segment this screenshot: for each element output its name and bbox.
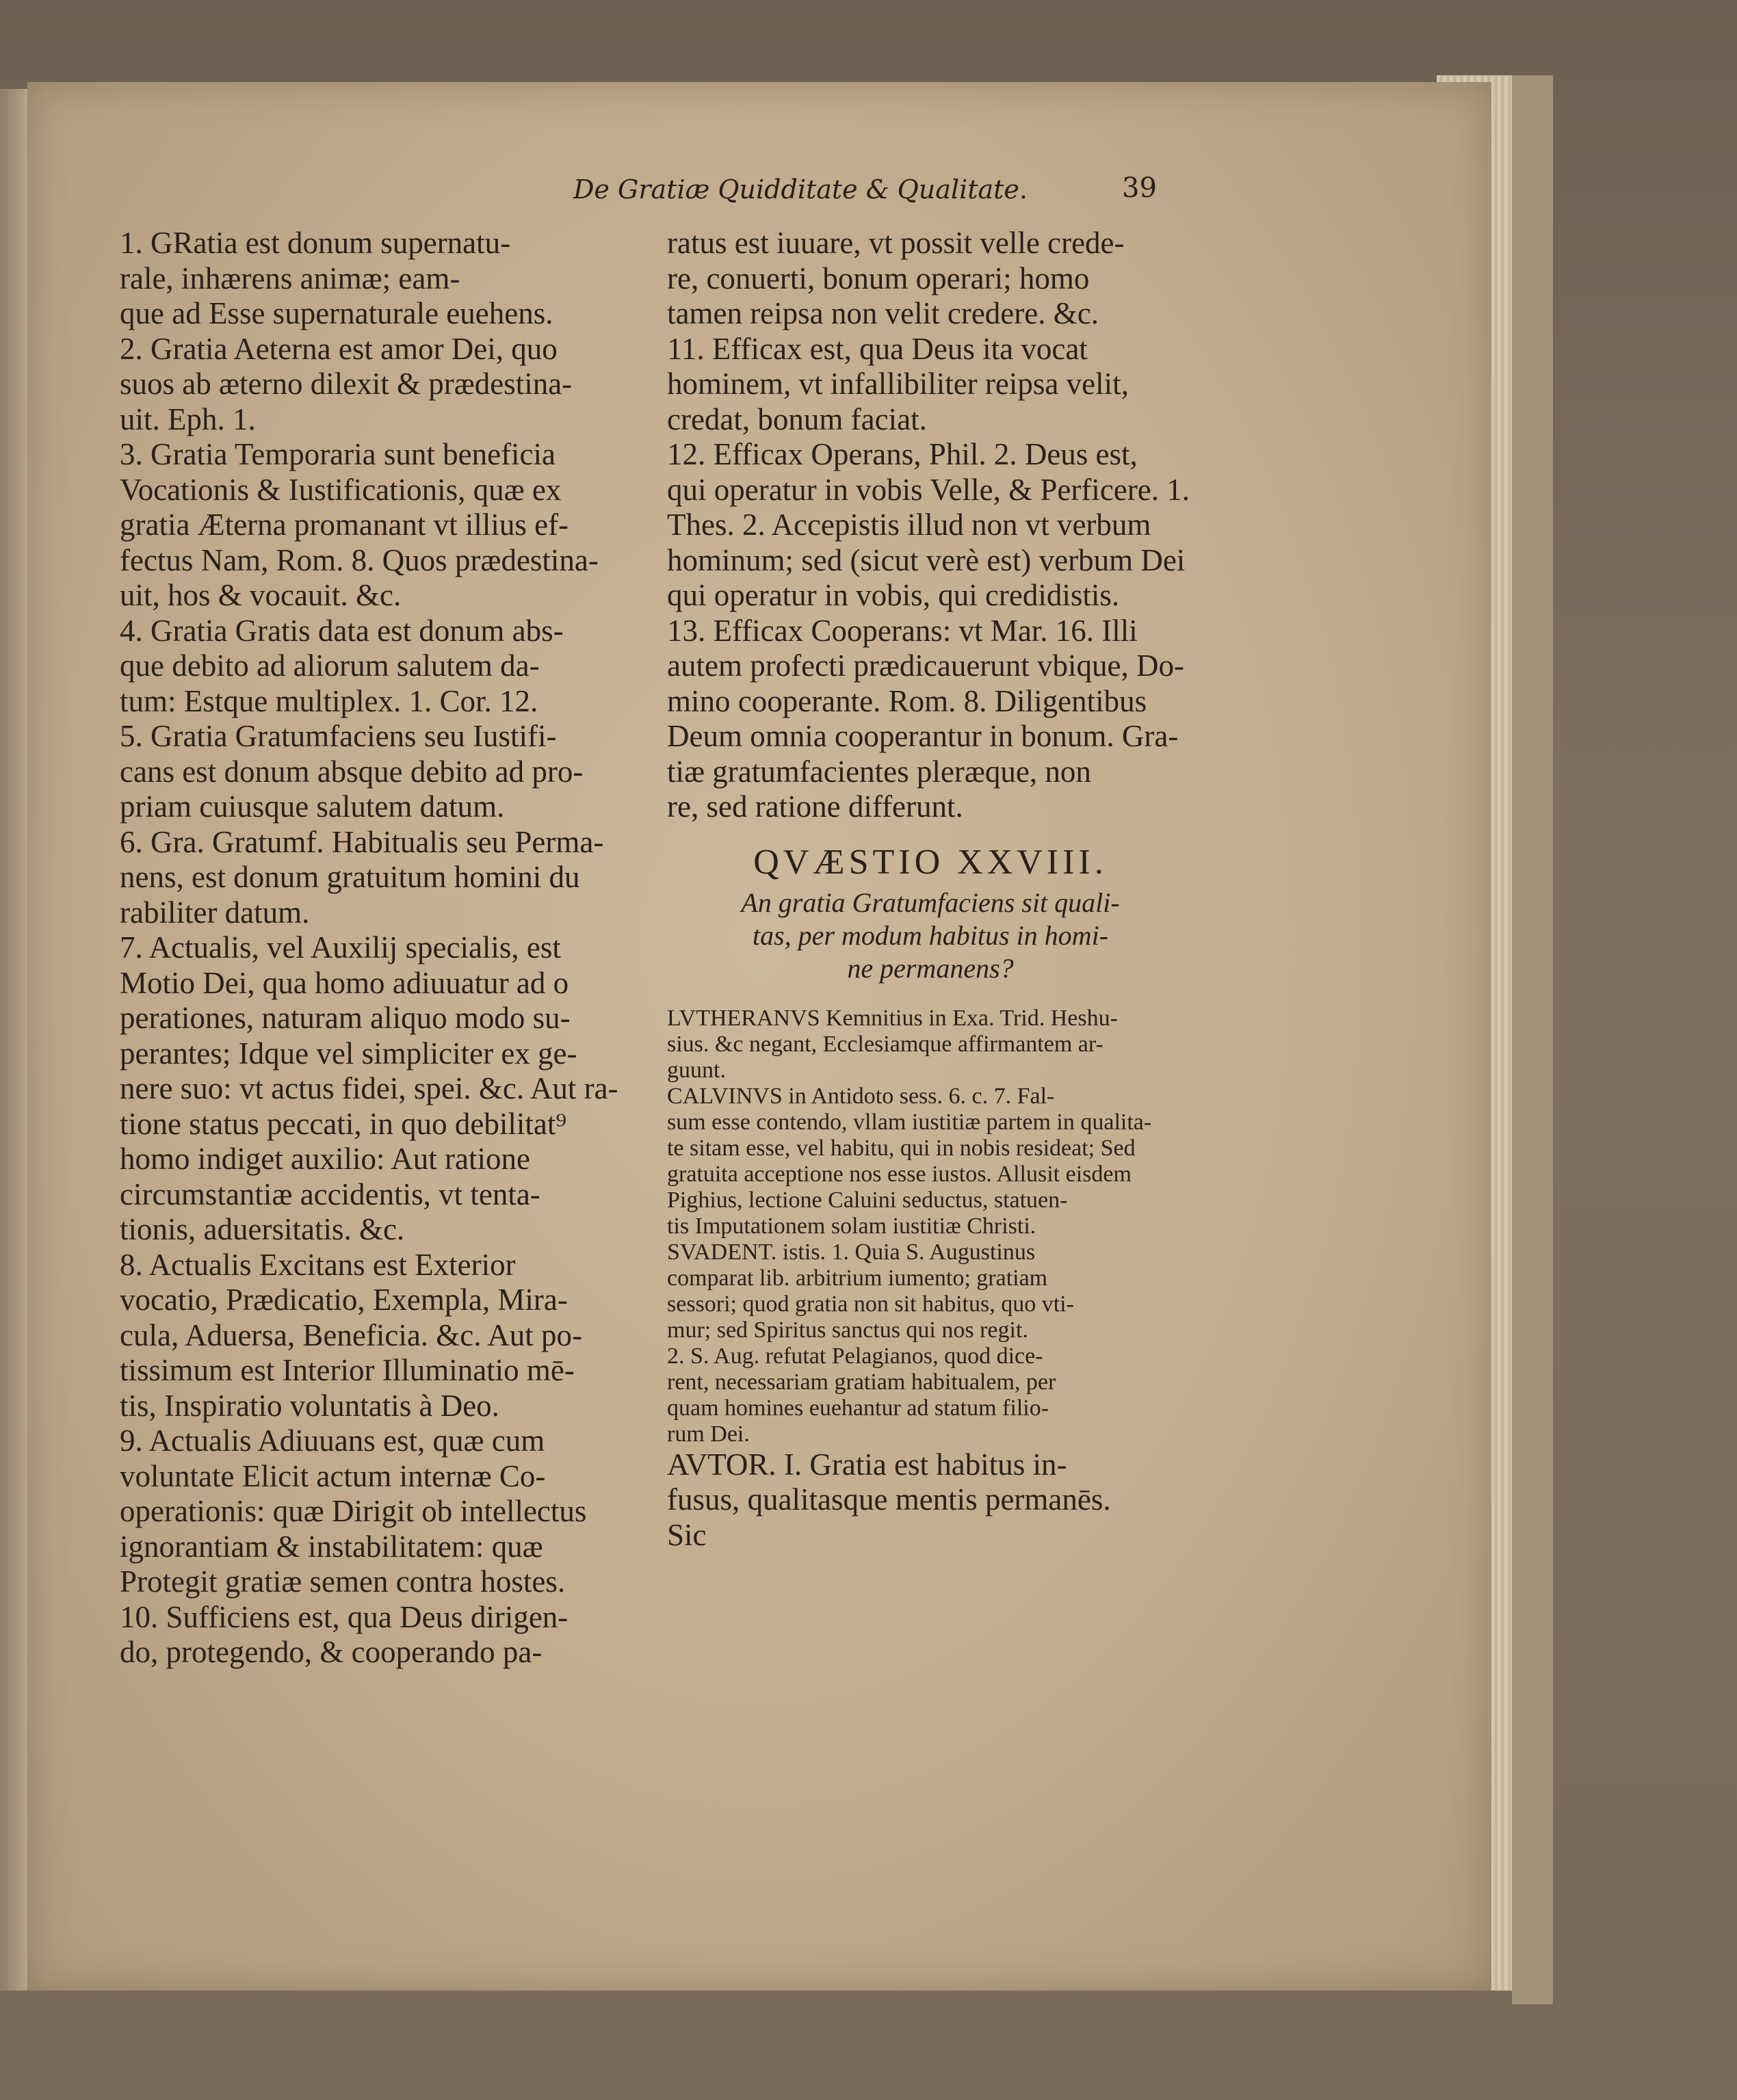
text-line: tamen reipsa non velit credere. &c. [667, 296, 1099, 330]
text-line: re, sed ratione differunt. [667, 789, 963, 824]
text-line: ignorantiam & instabilitatem: quæ [120, 1529, 543, 1564]
text-line: comparat lib. arbitrium iumento; gratiam [667, 1265, 1048, 1291]
subtitle-line: An gratia Gratumfaciens sit quali- [741, 887, 1120, 918]
text-line: voluntate Elicit actum internæ Co- [120, 1458, 546, 1493]
text-line: Deum omnia cooperantur in bonum. Gra- [667, 719, 1179, 753]
text-line: gratuita acceptione nos esse iustos. Allusit eisdem [667, 1161, 1132, 1187]
text-line: credat, bonum faciat. [667, 402, 927, 436]
text-line: 8. Actualis Excitans est Exterior [120, 1247, 516, 1282]
text-line: tis, Inspiratio voluntatis à Deo. [120, 1388, 499, 1423]
right-column-top-text [667, 226, 1194, 825]
facing-page-edge [0, 89, 27, 1991]
text-line: Motio Dei, qua homo adiuuatur ad o [120, 965, 569, 1000]
text-line: AVTOR. I. Gratia est habitus in- [667, 1447, 1067, 1482]
text-line: do, protegendo, & cooperando pa- [120, 1635, 543, 1669]
text-line: hominem, vt infallibiliter reipsa velit, [667, 367, 1129, 401]
text-line: uit, hos & vocauit. &c. [120, 578, 402, 612]
text-line: 10. Sufficiens est, qua Deus dirigen- [120, 1599, 569, 1634]
text-line: 12. Efficax Operans, Phil. 2. Deus est, [667, 437, 1138, 471]
text-line: tum: Estque multiplex. 1. Cor. 12. [120, 683, 538, 718]
spacer [667, 985, 1194, 1006]
text-line: 2. Gratia Aeterna est amor Dei, quo [120, 331, 558, 366]
text-line: que ad Esse supernaturale euehens. [120, 296, 553, 330]
text-line: qui operatur in vobis, qui credidistis. [667, 578, 1120, 612]
text-line: uit. Eph. 1. [120, 402, 256, 436]
text-line: ratus est iuuare, vt possit velle crede- [667, 226, 1125, 260]
text-line: guunt. [667, 1057, 726, 1083]
text-line: vocatio, Prædicatio, Exempla, Mira- [120, 1283, 568, 1317]
page-number: 39 [1122, 172, 1157, 204]
text-line: tionis, aduersitatis. &c. [120, 1212, 405, 1246]
text-line: qui operatur in vobis Velle, & Perficere. 1. [667, 472, 1190, 507]
text-line: rum Dei. [667, 1421, 750, 1447]
text-line: te sitam esse, vel habitu, qui in nobis resideat; Sed [667, 1135, 1136, 1161]
text-line: tis Imputationem solam iustitiæ Christi. [667, 1213, 1036, 1239]
text-line: rent, necessariam gratiam habitualem, per [667, 1369, 1056, 1395]
text-line: sessori; quod gratia non sit habitus, quo vti- [667, 1291, 1074, 1317]
text-line: perantes; Idque vel simpliciter ex ge- [120, 1036, 577, 1071]
text-line: operationis: quæ Dirigit ob intellectus [120, 1494, 587, 1528]
text-line: cula, Aduersa, Beneficia. &c. Aut po- [120, 1317, 583, 1352]
question-subtitle [667, 887, 1194, 985]
text-line: 2. S. Aug. refutat Pelagianos, quod dice- [667, 1343, 1043, 1369]
text-line: 3. Gratia Temporaria sunt beneficia [120, 437, 556, 471]
text-line: sum esse contendo, vllam iustitiæ partem in qualita- [667, 1109, 1152, 1135]
text-line: priam cuiusque salutem datum. [120, 789, 505, 824]
text-line: Sic [667, 1517, 707, 1552]
text-line: 11. Efficax est, qua Deus ita vocat [667, 331, 1088, 366]
question-title: QVÆSTIO XXVIII. [753, 842, 1108, 882]
book-cover-edge [1512, 75, 1553, 2004]
text-line: cans est donum absque debito ad pro- [120, 754, 584, 789]
text-line: tione status peccati, in quo debilitat⁹ [120, 1106, 567, 1141]
text-line: Vocationis & Iustificationis, quæ ex [120, 472, 562, 507]
text-line: suos ab æterno dilexit & prædestina- [120, 367, 573, 401]
text-line: LVTHERANVS Kemnitius in Exa. Trid. Heshu- [667, 1005, 1118, 1031]
text-line: 9. Actualis Adiuuans est, quæ cum [120, 1423, 545, 1458]
text-line: SVADENT. istis. 1. Quia S. Augustinus [667, 1239, 1036, 1265]
text-line: nens, est donum gratuitum homini du [120, 860, 580, 894]
text-line: mino cooperante. Rom. 8. Diligentibus [667, 683, 1147, 718]
running-title: De Gratiæ Quidditate & Qualitate. [573, 174, 1028, 205]
left-text-column [120, 226, 653, 1670]
text-line: autem profecti prædicauerunt vbique, Do- [667, 648, 1184, 683]
text-line: 5. Gratia Gratumfaciens seu Iustifi- [120, 719, 557, 753]
text-line: re, conuerti, bonum operari; homo [667, 261, 1090, 296]
right-column-bottom-text [667, 1006, 1194, 1553]
text-line: 4. Gratia Gratis data est donum abs- [120, 613, 564, 648]
text-line: 1. GRatia est donum supernatu- [120, 226, 511, 260]
text-line: fectus Nam, Rom. 8. Quos prædestina- [120, 542, 599, 577]
text-line: Thes. 2. Accepistis illud non vt verbum [667, 508, 1151, 542]
text-line: 7. Actualis, vel Auxilij specialis, est [120, 930, 561, 964]
text-line: tiæ gratumfacientes pleræque, non [667, 754, 1091, 789]
text-line: tissimum est Interior Illuminatio mē- [120, 1353, 575, 1387]
text-line: perationes, naturam aliquo modo su- [120, 1001, 571, 1035]
text-line: sius. &c negant, Ecclesiamque affirmantem ar- [667, 1031, 1103, 1057]
text-line: CALVINVS in Antidoto sess. 6. c. 7. Fal- [667, 1083, 1055, 1109]
text-line: 13. Efficax Cooperans: vt Mar. 16. Illi [667, 613, 1138, 648]
text-line: Pighius, lectione Caluini seductus, statuen- [667, 1187, 1068, 1213]
text-line: quam homines euehantur ad statum filio- [667, 1395, 1049, 1421]
text-line: homo indiget auxilio: Aut ratione [120, 1142, 530, 1176]
text-line: nere suo: vt actus fidei, spei. &c. Aut ra- [120, 1071, 618, 1105]
text-line: mur; sed Spiritus sanctus qui nos regit. [667, 1317, 1028, 1343]
text-line: fusus, qualitasque mentis permanēs. [667, 1482, 1111, 1517]
text-line: rabiliter datum. [120, 895, 310, 930]
subtitle-line: tas, per modum habitus in homi- [753, 919, 1108, 951]
text-line: circumstantiæ accidentis, vt tenta- [120, 1177, 540, 1211]
text-line: que debito ad aliorum salutem da- [120, 648, 540, 683]
text-line: rale, inhærens animæ; eam- [120, 261, 460, 296]
text-line: gratia Æterna promanant vt illius ef- [120, 508, 569, 542]
text-line: Protegit gratiæ semen contra hostes. [120, 1564, 566, 1599]
right-text-column [667, 226, 1194, 1553]
subtitle-line: ne permanens? [847, 952, 1014, 984]
text-line: hominum; sed (sicut verè est) verbum Dei [667, 542, 1186, 577]
text-line: 6. Gra. Gratumf. Habitualis seu Perma- [120, 824, 604, 859]
